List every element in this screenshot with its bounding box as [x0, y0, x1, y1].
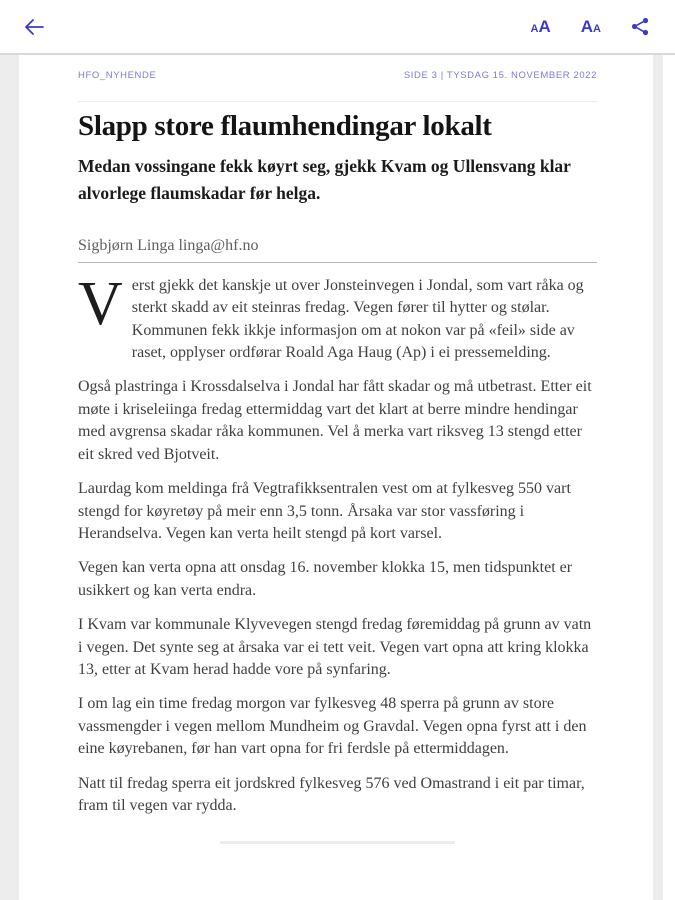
page-header: [78, 70, 597, 81]
drop-cap: V: [78, 269, 123, 338]
paragraph-3: Laurdag kom meldinga frå Vegtrafikksentralen vest om at fylkesveg 550 vart stengd for køyretøy på meir enn 3,5 tonn. Årsaka var stor vassføring i Herandselva. Vegen kan verta heilt stengd på kort varsel.: [78, 480, 571, 542]
font-size-increase-button[interactable]: [577, 14, 605, 39]
section-label: HFO_NYHENDE: [78, 70, 157, 81]
paragraph-4: Vegen kan verta opna att onsdag 16. november klokka 15, men tidspunktet er usikkert og kan verta endra.: [78, 559, 573, 599]
paragraph-2: Også plastringa i Krossdalselva i Jondal har fått skadar og må utbetrast. Etter eit møte i kriseleiinga fredag ettermiddag vart det klart at berre mindre hendingar med avgrensa skadar råka kommunen. Vel å merka vart riksveg 13 stengd etter eit skred ved Bjotveit.: [78, 378, 592, 463]
font-larger-icon: AA: [580, 17, 601, 36]
share-icon: [631, 17, 649, 36]
article-end-divider: [220, 841, 455, 844]
toolbar-actions: [527, 13, 653, 40]
byline-row: [78, 237, 597, 263]
back-arrow-icon: [24, 19, 44, 35]
byline: Sigbjørn Linga linga@hf.no: [78, 236, 259, 254]
font-smaller-icon: AA: [530, 17, 551, 36]
page-info: SIDE 3 | TYSDAG 15. NOVEMBER 2022: [403, 70, 597, 81]
paragraph-1-text: erst gjekk det kanskje ut over Jonsteinvegen i Jondal, som vart råka og sterkt skadd av eit steinras fredag. Vegen fører til hytter og stølar. Kommunen fekk ikkje informasjon om at nokon var på «feil» side av raset, opplyser ordførar Roald Aga Haug (Ap) i ei pressemelding.: [131, 276, 584, 362]
paragraph-1: [78, 269, 597, 365]
paragraph-7: Natt til fredag sperra eit jordskred fylkesveg 576 ved Omastrand i eit par timar, fram til vegen var rydda.: [78, 774, 585, 814]
article-page: [19, 55, 653, 900]
page-margin-left: [0, 55, 19, 900]
article-lead: Medan vossingane fekk køyrt seg, gjekk Kvam og Ullensvang klar alvorlege flaumskadar før helga.: [78, 156, 571, 203]
reader-content: [0, 55, 675, 900]
share-button[interactable]: [627, 13, 653, 40]
article-title: Slapp store flaumhendingar lokalt: [78, 110, 492, 142]
paragraph-6: I om lag ein time fredag morgon var fylkesveg 48 sperra på grunn av store vassmengder i vegen mellom Mundheim og Gravdal. Vegen opna fyrst att i den eine køyrebanen, før han vart opna for fri ferdsle på ettermiddagen.: [78, 695, 587, 758]
next-page-edge[interactable]: [663, 55, 675, 900]
font-size-decrease-button[interactable]: [527, 14, 555, 39]
page-gap: [653, 55, 663, 900]
article-body: [78, 269, 597, 845]
toolbar: [0, 0, 675, 55]
back-button[interactable]: [20, 15, 48, 39]
header-divider: [78, 101, 597, 102]
paragraph-5: I Kvam var kommunale Klyvevegen stengd fredag føremiddag på grunn av vatn i vegen. Det synte seg at årsaka var ei tett veit. Vegen vart opna att kring klokka 13, etter at Kvam herad hadde vore på synfaring.: [78, 616, 592, 678]
